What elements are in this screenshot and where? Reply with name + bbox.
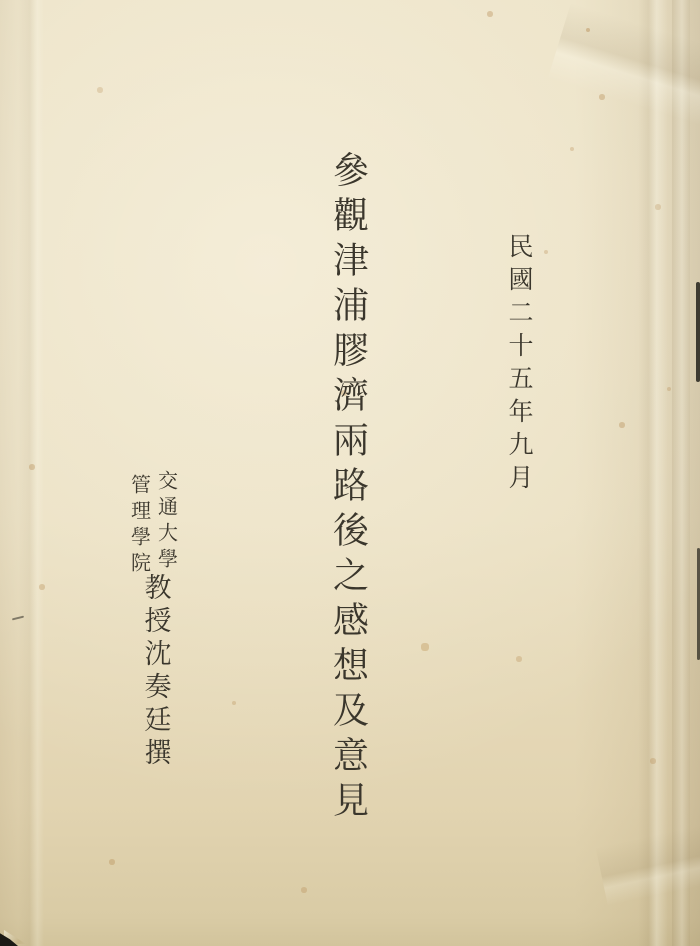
author-affiliation-school: 管理學院 <box>127 474 152 578</box>
foxing-stains <box>0 0 2 2</box>
small-mark <box>12 616 24 621</box>
paper-crease-right <box>638 0 668 946</box>
scan-edge-shadow-upper <box>696 282 700 382</box>
author-affiliation-university: 交通大學 <box>154 470 179 574</box>
author-byline: 教授沈奏廷撰 <box>139 573 171 771</box>
paper-crease-bottom-right <box>596 814 700 906</box>
paper-crease-left <box>18 0 44 946</box>
paper-crease-right-edge <box>672 0 690 946</box>
cover-title: 參觀津浦膠濟兩路後之感想及意見 <box>327 151 369 826</box>
publication-date: 民國二十五年九月 <box>505 233 534 497</box>
paper-crease-top-right <box>548 3 700 138</box>
